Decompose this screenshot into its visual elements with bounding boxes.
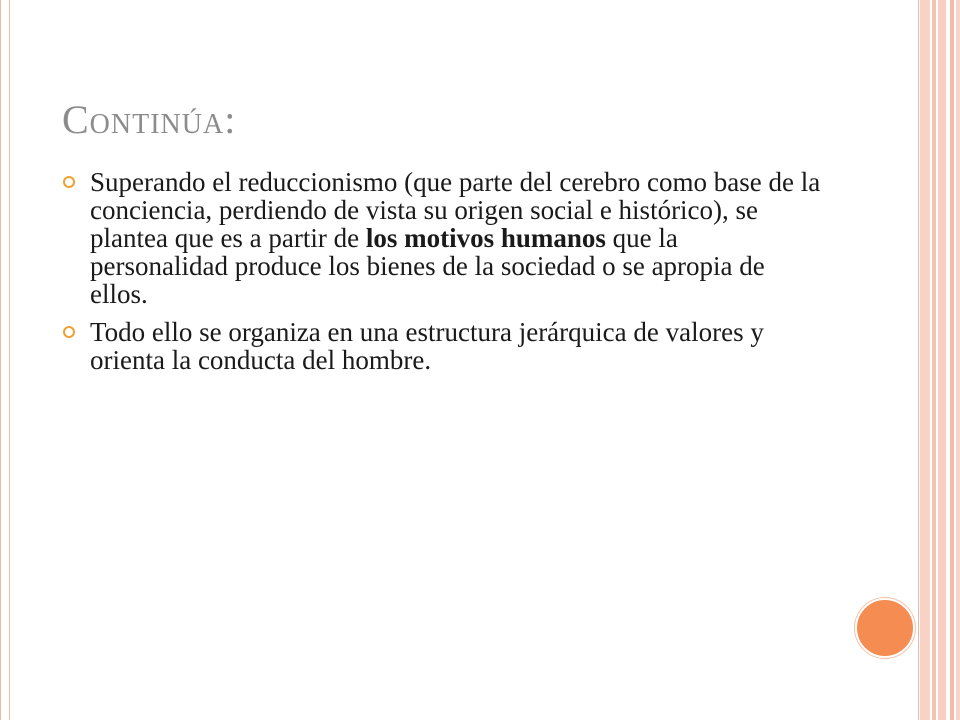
decorative-stripes — [920, 0, 960, 720]
bullet-item-1 — [62, 168, 822, 308]
bullet-text-before: Superando el reduccionismo (que parte del cerebro como base de la conciencia, perdiendo de vista su origen social e histórico), se plantea que es a partir de — [90, 167, 821, 253]
bullet-text: Todo ello se organiza en una estructura jerárquica de valores y orienta la conducta del hombre. — [90, 317, 764, 375]
bullet-circle-icon — [62, 175, 76, 189]
bullet-text-after: que la personalidad produce los bienes de la sociedad o se apropia de ellos. — [90, 223, 765, 309]
right-frame-line — [918, 0, 919, 720]
orange-circle-icon — [855, 598, 915, 658]
bullet-text-bold: los motivos humanos — [365, 223, 606, 253]
bullet-list — [62, 168, 822, 384]
bullet-circle-icon — [62, 325, 76, 339]
left-frame-border — [0, 0, 10, 720]
bullet-item-2 — [62, 318, 822, 374]
slide-title: Continúa: — [62, 97, 237, 142]
